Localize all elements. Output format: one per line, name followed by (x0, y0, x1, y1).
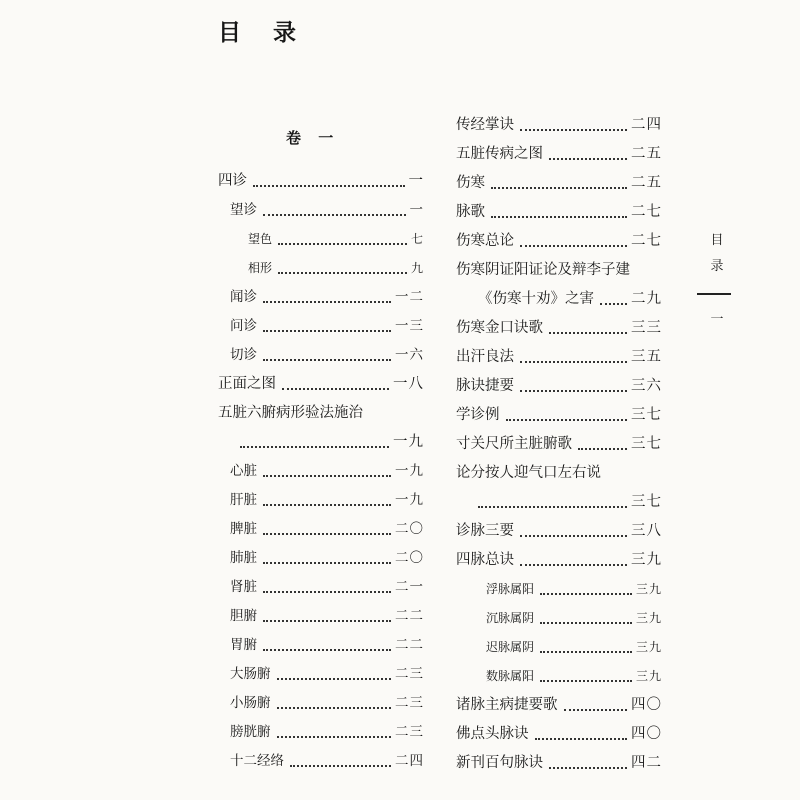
toc-entry-title: 肾脏 (230, 579, 257, 595)
toc-entry-title: 伤寒总论 (456, 233, 514, 249)
dot-leader (520, 128, 627, 131)
running-head-rule (697, 293, 731, 295)
toc-entry[interactable] (456, 343, 662, 372)
toc-entry-title: 四脉总诀 (456, 552, 514, 568)
toc-entry-title: 伤寒阴证阳证论及辩李子建 (456, 262, 630, 278)
toc-entry[interactable] (218, 631, 424, 660)
toc-entry-title: 浮脉属阳 (486, 582, 535, 596)
toc-entry-page: 二五 (631, 175, 662, 191)
dot-leader (540, 621, 632, 624)
toc-entry[interactable] (218, 689, 424, 718)
toc-entry[interactable] (456, 140, 662, 169)
toc-entry-page: 一 (409, 202, 424, 218)
toc-entry-page: 四二 (631, 755, 662, 771)
toc-entry-title: 脉歌 (456, 204, 485, 220)
toc-entry-title: 膀胱腑 (230, 724, 271, 740)
toc-entry-page: 二四 (631, 117, 662, 133)
toc-entry-page: 二〇 (395, 521, 424, 537)
toc-entry-page: 一六 (395, 347, 424, 363)
toc-entry[interactable] (218, 486, 424, 515)
toc-entry-page: 四〇 (631, 697, 662, 713)
toc-entry-page: 一九 (395, 463, 424, 479)
toc-entry-page: 一二 (395, 289, 424, 305)
toc-entry-page: 二七 (631, 233, 662, 249)
toc-entry-page: 二九 (631, 291, 662, 307)
toc-entry-title: 胃腑 (230, 637, 257, 653)
toc-entry-page: 一八 (393, 376, 424, 392)
dot-leader (578, 447, 627, 450)
toc-entry-title: 数脉属阳 (486, 669, 535, 683)
toc-entry[interactable] (456, 604, 662, 633)
page-title: 目 录 (218, 19, 309, 46)
toc-entry[interactable] (218, 428, 424, 457)
dot-leader (520, 563, 627, 566)
toc-entry-title: 迟脉属阴 (486, 640, 535, 654)
dot-leader (549, 766, 627, 769)
toc-entry-title: 传经掌诀 (456, 117, 514, 133)
toc-entry-title: 诊脉三要 (456, 523, 514, 539)
dot-leader (540, 650, 632, 653)
toc-entry[interactable] (218, 225, 424, 254)
toc-entry-title: 肺脏 (230, 550, 257, 566)
toc-entry-title: 相形 (248, 261, 273, 275)
toc-entry-page: 三九 (635, 611, 662, 625)
toc-entry[interactable] (218, 341, 424, 370)
dot-leader (549, 157, 627, 160)
dot-leader (240, 445, 389, 448)
toc-entry-title: 正面之图 (218, 376, 276, 392)
toc-entry-page: 二一 (395, 579, 424, 595)
toc-entry[interactable] (456, 430, 662, 459)
toc-entry-page: 三八 (631, 523, 662, 539)
toc-entry[interactable] (218, 312, 424, 341)
dot-leader (278, 242, 407, 245)
toc-entry-page: 二七 (631, 204, 662, 220)
toc-entry-page: 三六 (631, 378, 662, 394)
toc-entry-title: 十二经络 (230, 753, 284, 769)
toc-entry[interactable] (456, 285, 662, 314)
toc-entry-title: 五脏六腑病形验法施治 (218, 405, 363, 421)
toc-entry[interactable] (456, 314, 662, 343)
dot-leader (491, 215, 627, 218)
dot-leader (600, 302, 627, 305)
toc-entry-page: 一九 (395, 492, 424, 508)
toc-entry-title: 闻诊 (230, 289, 257, 305)
dot-leader (282, 387, 389, 390)
toc-entry[interactable] (218, 457, 424, 486)
toc-entry[interactable] (218, 573, 424, 602)
dot-leader (540, 592, 632, 595)
toc-entry-page: 三七 (631, 436, 662, 452)
toc-entry-title: 问诊 (230, 318, 257, 334)
toc-entry-title: 论分按人迎气口左右说 (456, 465, 601, 481)
toc-entry-title: 伤寒金口诀歌 (456, 320, 543, 336)
running-head-title: 目录 (710, 233, 724, 274)
dot-leader (263, 619, 391, 622)
dot-leader (263, 590, 391, 593)
dot-leader (478, 505, 627, 508)
dot-leader (263, 648, 391, 651)
dot-leader (549, 331, 627, 334)
dot-leader (263, 300, 391, 303)
dot-leader (520, 534, 627, 537)
toc-entry-title: 大肠腑 (230, 666, 271, 682)
toc-entry[interactable] (456, 401, 662, 430)
toc-entry[interactable] (218, 283, 424, 312)
toc-entry-page: 三九 (635, 640, 662, 654)
toc-entry[interactable] (456, 749, 662, 778)
toc-entry-page: 九 (410, 261, 424, 275)
toc-entry-title: 胆腑 (230, 608, 257, 624)
dot-leader (540, 679, 632, 682)
toc-entry-title: 肝脏 (230, 492, 257, 508)
dot-leader (564, 708, 628, 711)
toc-entry-page: 二三 (395, 724, 424, 740)
toc-entry-page: 二四 (395, 753, 424, 769)
toc-entry-page: 二二 (395, 608, 424, 624)
toc-entry[interactable] (218, 254, 424, 283)
toc-entry-page: 三七 (631, 494, 662, 510)
toc-entry-title: 寸关尺所主脏腑歌 (456, 436, 572, 452)
toc-right-column (456, 111, 662, 778)
toc-entry-page: 一三 (395, 318, 424, 334)
toc-entry[interactable] (218, 399, 424, 428)
toc-entry-page: 二三 (395, 666, 424, 682)
toc-entry[interactable] (456, 517, 662, 546)
toc-entry-page: 二三 (395, 695, 424, 711)
dot-leader (491, 186, 627, 189)
toc-entry-page: 三五 (631, 349, 662, 365)
toc-entry-page: 一九 (393, 434, 424, 450)
toc-entry[interactable] (456, 459, 662, 488)
dot-leader (253, 184, 405, 187)
toc-entry[interactable] (218, 718, 424, 747)
toc-entry[interactable] (456, 372, 662, 401)
dot-leader (277, 677, 392, 680)
toc-entry-page: 三九 (635, 582, 662, 596)
volume-heading: 卷 一 (286, 129, 340, 147)
dot-leader (520, 244, 627, 247)
toc-entry-title: 五脏传病之图 (456, 146, 543, 162)
dot-leader (263, 503, 391, 506)
toc-entry-page: 二二 (395, 637, 424, 653)
dot-leader (520, 389, 627, 392)
toc-entry[interactable] (456, 256, 662, 285)
toc-entry[interactable] (456, 575, 662, 604)
toc-entry-page: 三九 (635, 669, 662, 683)
toc-entry-title: 佛点头脉诀 (456, 726, 529, 742)
toc-entry[interactable] (456, 169, 662, 198)
page-number: 一 (710, 312, 724, 327)
toc-entry-title: 切诊 (230, 347, 257, 363)
toc-entry-title: 小肠腑 (230, 695, 271, 711)
toc-entry[interactable] (218, 515, 424, 544)
toc-entry-page: 三三 (631, 320, 662, 336)
toc-entry[interactable] (456, 546, 662, 575)
dot-leader (263, 474, 391, 477)
toc-entry-title: 四诊 (218, 173, 247, 189)
toc-entry-page: 三九 (631, 552, 662, 568)
dot-leader (277, 735, 392, 738)
dot-leader (278, 271, 407, 274)
toc-entry-page: 七 (410, 232, 424, 246)
dot-leader (263, 358, 391, 361)
toc-entry-title: 出汗良法 (456, 349, 514, 365)
toc-entry-title: 《伤寒十劝》之害 (478, 291, 594, 307)
dot-leader (535, 737, 628, 740)
toc-entry-title: 学诊例 (456, 407, 500, 423)
dot-leader (263, 329, 391, 332)
toc-entry[interactable] (456, 662, 662, 691)
toc-entry-title: 望诊 (230, 202, 257, 218)
toc-entry[interactable] (218, 602, 424, 631)
toc-entry[interactable] (456, 198, 662, 227)
toc-entry[interactable] (456, 488, 662, 517)
toc-entry-page: 二五 (631, 146, 662, 162)
toc-entry-title: 诸脉主病捷要歌 (456, 697, 558, 713)
toc-entry-title: 伤寒 (456, 175, 485, 191)
toc-entry-page: 四〇 (631, 726, 662, 742)
toc-entry[interactable] (218, 196, 424, 225)
dot-leader (506, 418, 628, 421)
toc-entry[interactable] (456, 633, 662, 662)
toc-entry-title: 心脏 (230, 463, 257, 479)
toc-entry[interactable] (456, 227, 662, 256)
toc-entry-page: 一 (408, 173, 424, 189)
toc-entry[interactable] (456, 111, 662, 140)
toc-entry-title: 沉脉属阴 (486, 611, 535, 625)
toc-left-column (218, 167, 424, 776)
dot-leader (290, 764, 391, 767)
dot-leader (263, 213, 406, 216)
toc-entry-title: 望色 (248, 232, 273, 246)
toc-entry-page: 二〇 (395, 550, 424, 566)
toc-entry-page: 三七 (631, 407, 662, 423)
toc-entry[interactable] (218, 167, 424, 196)
toc-entry[interactable] (456, 691, 662, 720)
toc-entry[interactable] (456, 720, 662, 749)
dot-leader (263, 561, 391, 564)
toc-entry-title: 新刊百句脉诀 (456, 755, 543, 771)
toc-entry[interactable] (218, 660, 424, 689)
dot-leader (277, 706, 392, 709)
toc-entry-title: 脾脏 (230, 521, 257, 537)
dot-leader (520, 360, 627, 363)
toc-entry[interactable] (218, 747, 424, 776)
toc-entry-title: 脉诀捷要 (456, 378, 514, 394)
toc-entry[interactable] (218, 370, 424, 399)
toc-entry[interactable] (218, 544, 424, 573)
dot-leader (263, 532, 391, 535)
